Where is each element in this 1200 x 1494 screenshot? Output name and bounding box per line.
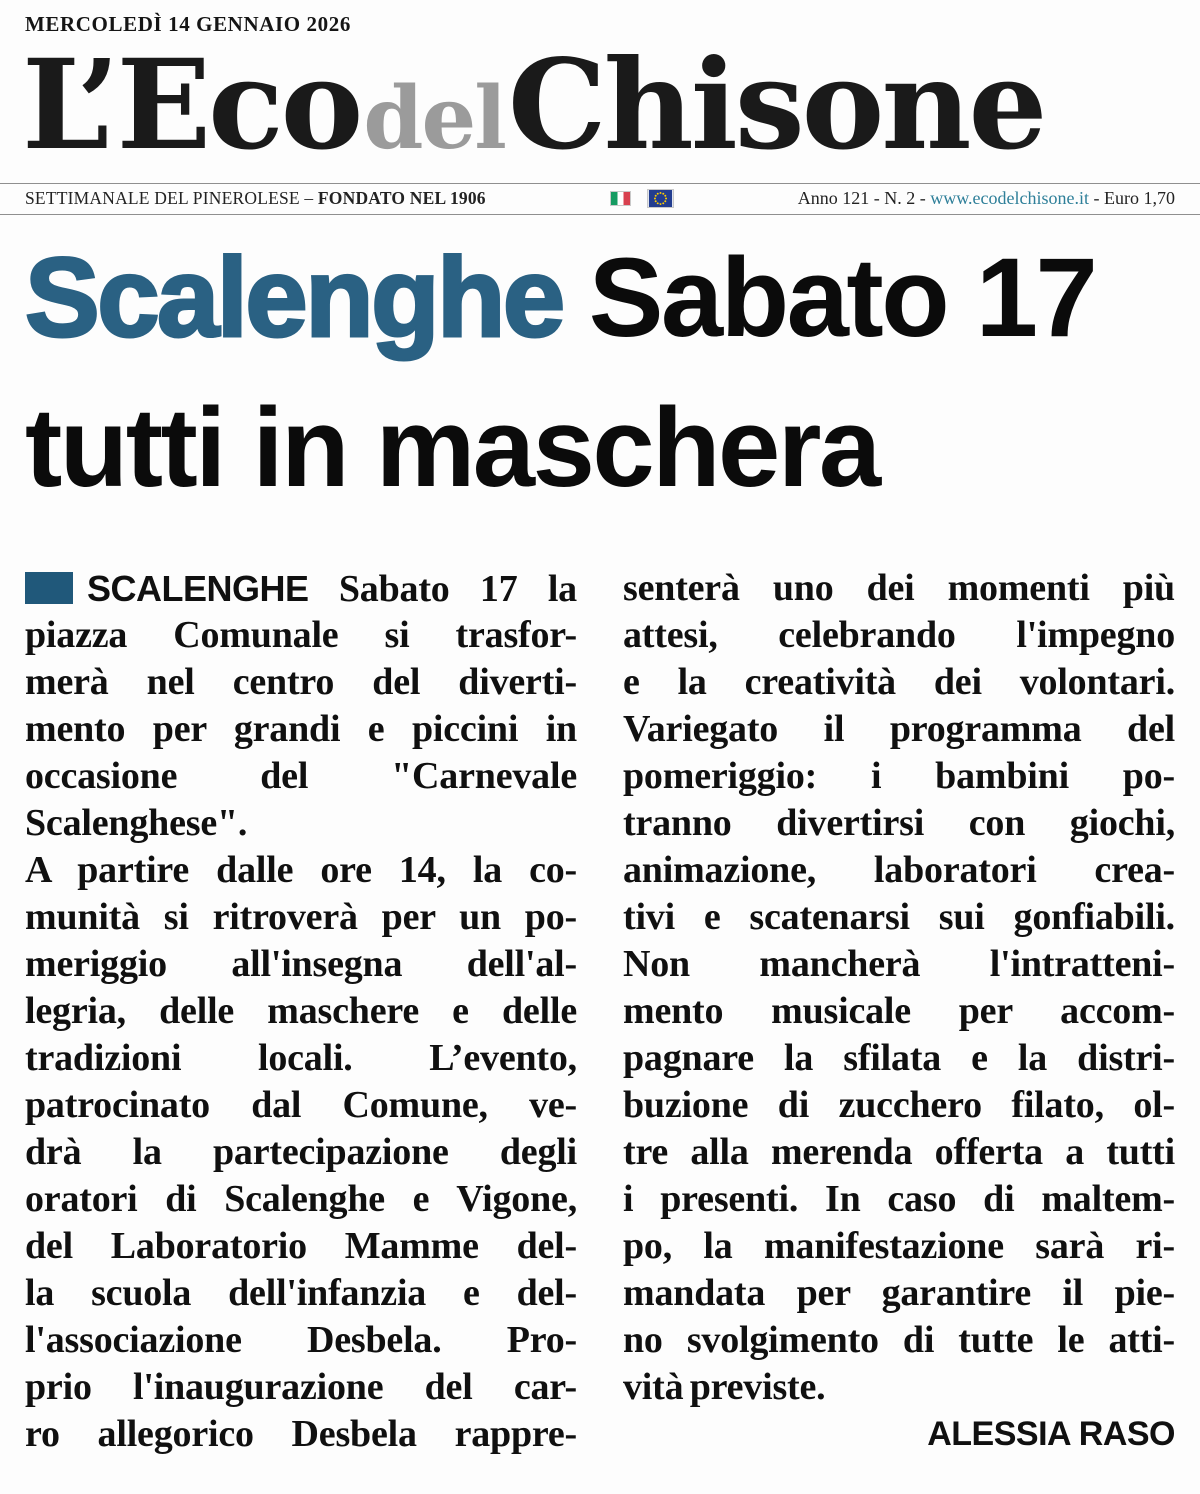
article-line [25,565,577,612]
headline [0,215,1200,523]
article-line: Scalenghese". [25,801,248,844]
article-line: drà la partecipazione degli [25,1130,577,1173]
article-line: mento musicale per accom- [623,989,1175,1032]
article-line: no svolgimento di tutte le atti- [623,1318,1175,1361]
article-line: prio l'inaugurazione del car- [25,1365,577,1408]
price: - Euro 1,70 [1089,187,1175,208]
article-line: ro allegorico Desbela rappre- [25,1412,577,1455]
article-line-text: Sabato 17 la [338,567,577,610]
article-column-2 [623,565,1175,1458]
article-line: patrocinato dal Comune, ve- [25,1083,577,1126]
article-line: animazione, laboratori crea- [623,848,1175,891]
founded-label: FONDATO NEL 1906 [317,187,486,208]
article-body [0,565,1200,1458]
article-line: la scuola dell'infanzia e del- [25,1271,577,1314]
article-line: A partire dalle ore 14, la co- [25,848,577,891]
section-label: SCALENGHE [87,567,309,609]
italy-flag-icon [610,191,631,206]
headline-line2: tutti in maschera [25,384,879,510]
byline: ALESSIA RASO [927,1414,1175,1453]
headline-kicker: Scalenghe [25,234,563,360]
weekly-tagline: SETTIMANALE DEL PINEROLESE – [25,187,318,208]
article-line: meriggio all'insegna dell'al- [25,942,577,985]
article-line: tre alla merenda offerta a tutti [623,1130,1175,1173]
article-line: pomeriggio: i bambini po- [623,754,1175,797]
article-line: legria, delle maschere e delle [25,989,577,1032]
article-line: piazza Comunale si trasfor- [25,613,577,656]
article-line: buzione di zucchero filato, ol- [623,1083,1175,1126]
article-line: i presenti. In caso di maltem- [623,1177,1175,1220]
issue-date: MERCOLEDÌ 14 GENNAIO 2026 [25,12,351,36]
website-url[interactable]: www.ecodelchisone.it [930,187,1090,208]
article-line: tivi e scatenarsi sui gonfiabili. [623,895,1175,938]
article-line: vità previste. [623,1365,826,1408]
flags [486,189,798,208]
article-line: Non mancherà l'intratteni- [623,942,1175,985]
masthead-del: del [363,68,505,169]
article-line: del Laboratorio Mamme del- [25,1224,577,1267]
article-line: tradizioni locali. L’evento, [25,1036,577,1079]
section-bullet-icon [25,572,73,604]
article-line: mento per grandi e piccini in [25,707,577,750]
article-line: Variegato il programma del [623,707,1175,750]
article-line: po, la manifestazione sarà ri- [623,1224,1175,1267]
info-left [25,188,486,209]
article-line: l'associazione Desbela. Pro- [25,1318,577,1361]
article-line: pagnare la sfilata e la distri- [623,1036,1175,1079]
article-line: attesi, celebrando l'impegno [623,613,1175,656]
article-line: occasione del "Carnevale [25,754,577,797]
masthead [0,33,1200,178]
headline-line1-text: Sabato 17 [588,234,1096,360]
info-right [798,188,1175,209]
eu-flag-icon [647,189,674,208]
article-line: munità si ritroverà per un po- [25,895,577,938]
masthead-leco: L’Eco [22,33,361,178]
article-line: senterà uno dei momenti più [623,566,1175,609]
article-column-1 [25,565,577,1458]
masthead-chisone: Chisone [507,33,1045,178]
article-line: tranno divertirsi con giochi, [623,801,1175,844]
headline-line1 [25,223,1175,373]
article-line: merà nel centro del diverti- [25,660,577,703]
article-line: oratori di Scalenghe e Vigone, [25,1177,577,1220]
article-line: mandata per garantire il pie- [623,1271,1175,1314]
issue-number: Anno 121 - N. 2 - [797,187,931,208]
info-bar [0,183,1200,215]
article-line: e la creatività dei volontari. [623,660,1175,703]
